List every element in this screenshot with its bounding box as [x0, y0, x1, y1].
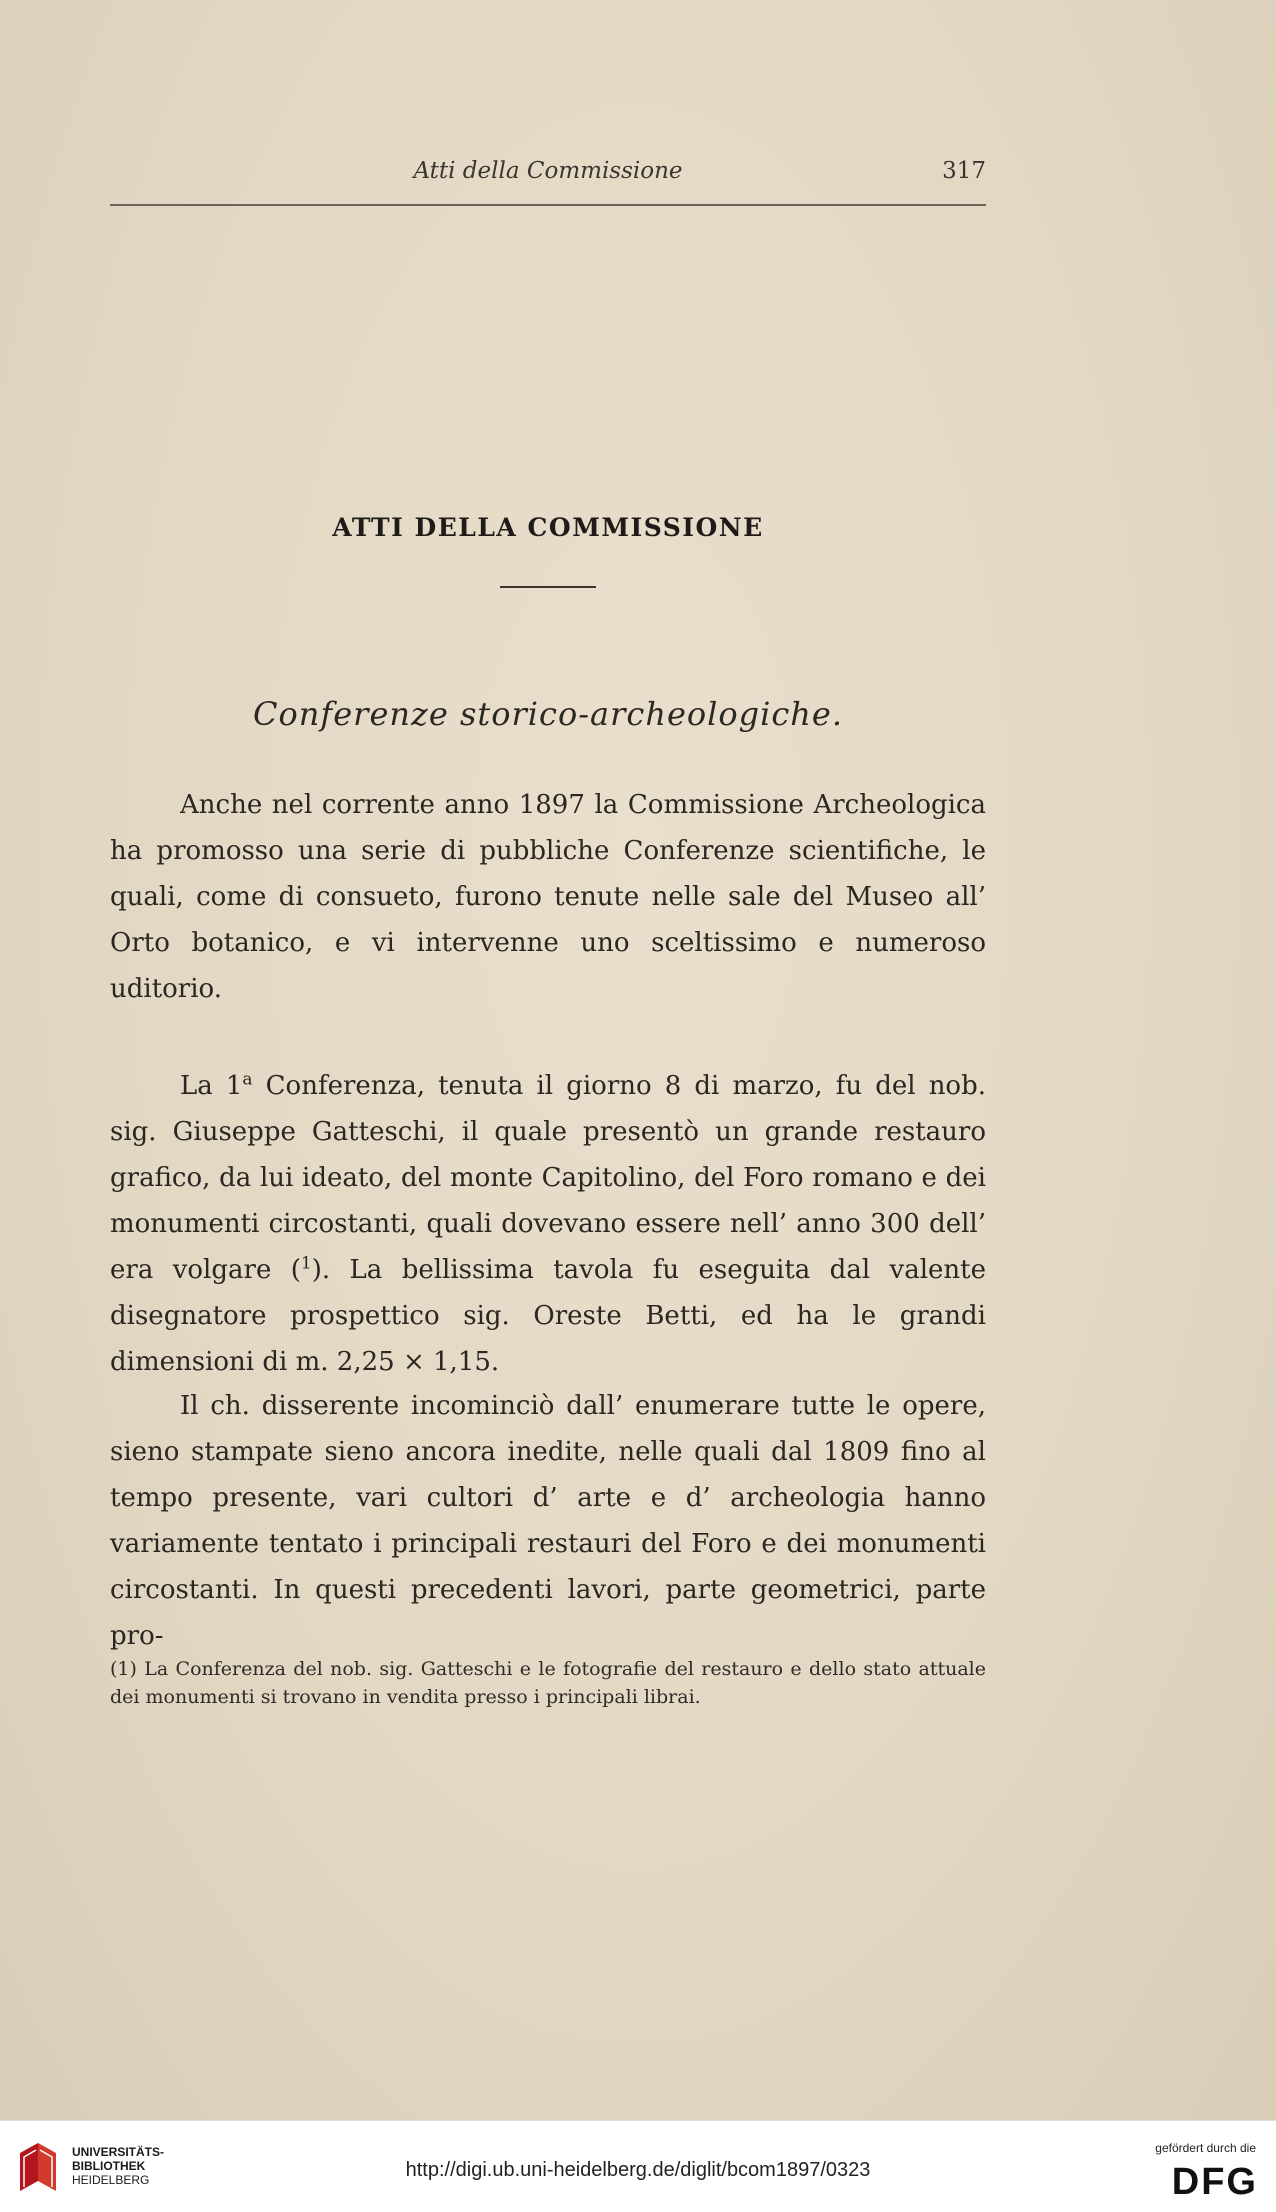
paragraph-2 — [110, 1063, 986, 1385]
running-head — [110, 158, 986, 194]
ordinal-superscript: a — [242, 1069, 253, 1090]
permalink-url[interactable]: http://digi.ub.uni-heidelberg.de/diglit/bcom1897/0323 — [405, 2159, 871, 2181]
paragraph-1 — [110, 782, 986, 1012]
header-rule — [110, 204, 986, 206]
paragraph-3-text: Il ch. disserente incominciò dall’ enumerare tutte le opere, sieno stampate sieno ancora inedite, nelle quali dal 1809 fino al tempo presente, vari cultori d’ arte e d’ archeologia hanno variamente tentato i principali restauri del Foro e dei monumenti circostanti. In questi precedenti lavori, parte geometrici, parte pro- — [110, 1391, 986, 1651]
running-head-title: Atti della Commissione — [413, 158, 683, 184]
paragraph-2-text — [110, 1063, 986, 1385]
footnote-reference: 1 — [300, 1253, 312, 1274]
footnote-body: La Conferenza del nob. sig. Gatteschi e le fotografie del restauro e dello stato attuale dei monumenti si trovano in vendita presso i principali librai. — [110, 1658, 986, 1708]
footnote-marker: (1) — [110, 1658, 137, 1680]
digital-library-footer — [0, 2120, 1276, 2212]
institution-line-2: BIBLIOTHEK — [72, 2159, 146, 2173]
subtitle: Conferenze storico-archeologiche. — [253, 695, 843, 733]
footnote — [110, 1655, 986, 1711]
paragraph-2-part-b: Conferenza, tenuta il giorno 8 di marzo, fu del nob. sig. Giuseppe Gatteschi, il quale presentò un grande restauro grafico, da lui ideato, del monte Capitolino, del Foro romano e dei monumenti circostanti, quali dovevano essere nell’ anno 300 dell’ era volgare ( — [110, 1071, 986, 1285]
paragraph-3 — [110, 1383, 986, 1659]
paragraph-2-part-a: La 1 — [180, 1071, 243, 1101]
footnote-text — [110, 1655, 986, 1711]
institution-line-1: UNIVERSITÄTS- — [72, 2145, 165, 2159]
institution-line-3: HEIDELBERG — [72, 2173, 150, 2187]
dfg-logo: DFG — [1171, 2161, 1258, 2203]
paragraph-1-text: Anche nel corrente anno 1897 la Commissione Archeologica ha promosso una serie di pubbliche Conferenze scientifiche, le quali, come di consueto, furono tenute nelle sale del Museo all’ Orto botanico, e vi intervenne uno sceltissimo e numeroso uditorio. — [110, 790, 986, 1004]
funding-note: gefördert durch die — [1155, 2141, 1256, 2155]
paragraph-2-part-c: ). La bellissima tavola fu eseguita dal valente disegnatore prospettico sig. Oreste Betti, ed ha le grandi dimensioni di m. 2,25 × 1,15. — [110, 1255, 987, 1377]
page-number: 317 — [942, 158, 986, 184]
title-divider — [500, 586, 596, 588]
section-title: ATTI DELLA COMMISSIONE — [332, 513, 764, 542]
